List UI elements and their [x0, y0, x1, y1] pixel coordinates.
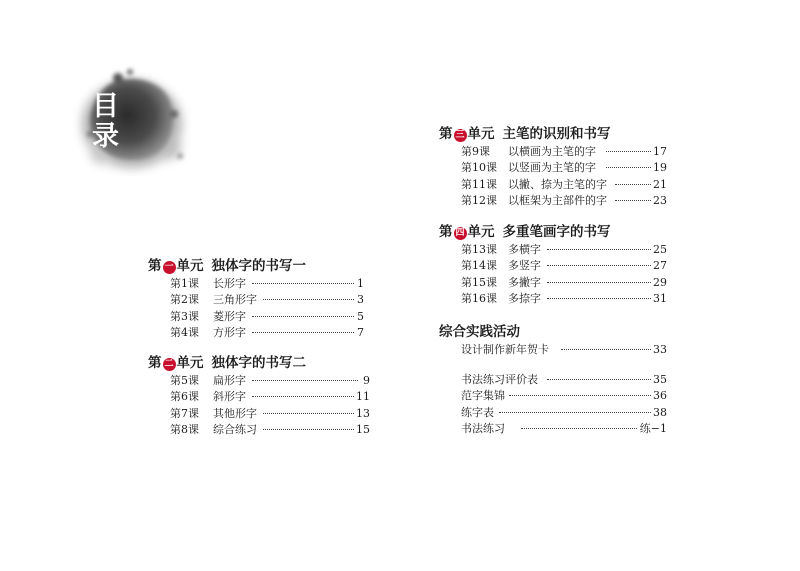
appendix-section — [461, 372, 667, 437]
dot-leader — [252, 396, 354, 397]
unit-title: 独体字的书写一 — [211, 258, 306, 274]
dot-leader — [509, 395, 651, 396]
unit-number-badge: 三 — [455, 130, 465, 140]
unit-title: 多重笔画字的书写 — [502, 224, 611, 240]
lesson-page: 3 — [357, 293, 364, 307]
dot-leader — [263, 299, 354, 300]
appendix-page: 练−1 — [639, 421, 667, 435]
lesson-entry[interactable] — [170, 406, 370, 422]
lesson-page: 17 — [653, 145, 667, 158]
activity-heading: 综合实践活动 — [439, 324, 520, 340]
lesson-entry[interactable] — [461, 242, 667, 258]
lesson-number: 第7课 — [170, 406, 199, 420]
dot-leader — [547, 282, 651, 283]
activity-page: 33 — [653, 343, 667, 356]
lesson-entry[interactable] — [170, 389, 370, 405]
dot-leader — [615, 184, 651, 185]
lesson-number: 第11课 — [461, 177, 497, 191]
lesson-entry[interactable] — [170, 422, 370, 438]
dot-leader — [252, 332, 354, 333]
lesson-entry[interactable] — [170, 276, 364, 292]
lesson-entry[interactable] — [461, 275, 667, 291]
lesson-entry[interactable] — [170, 292, 364, 308]
lesson-page: 13 — [356, 406, 370, 420]
unit-prefix: 第 — [148, 355, 162, 371]
dot-leader — [499, 412, 651, 413]
lesson-name: 斜形字 — [213, 390, 246, 404]
unit-title: 独体字的书写二 — [211, 355, 306, 371]
appendix-entry[interactable] — [461, 372, 667, 388]
lesson-number: 第15课 — [461, 275, 497, 289]
dot-leader — [606, 151, 651, 152]
lesson-page: 23 — [653, 193, 667, 207]
unit-prefix: 第 — [439, 224, 453, 240]
lesson-number: 第5课 — [170, 374, 199, 387]
unit-suffix: 单元 — [176, 355, 204, 371]
dot-leader — [547, 298, 651, 299]
lesson-name: 以竖画为主笔的字 — [508, 161, 596, 175]
lesson-name: 多撇字 — [508, 275, 541, 289]
appendix-name: 练字表 — [461, 405, 494, 419]
lesson-name: 多竖字 — [508, 259, 541, 273]
page-title — [94, 92, 154, 152]
lesson-entry[interactable] — [461, 144, 667, 160]
lesson-entry[interactable] — [461, 193, 667, 209]
lesson-page: 19 — [653, 161, 667, 175]
dot-leader — [606, 167, 651, 168]
lesson-number: 第1课 — [170, 277, 199, 290]
lesson-page: 31 — [653, 291, 667, 305]
lesson-page: 27 — [653, 259, 667, 273]
lesson-number: 第12课 — [461, 193, 497, 207]
dot-leader — [252, 316, 354, 317]
lesson-number: 第14课 — [461, 259, 497, 273]
lesson-name: 多横字 — [508, 243, 541, 256]
lesson-page: 5 — [357, 309, 364, 323]
dot-leader — [547, 265, 651, 266]
lesson-entry[interactable] — [461, 258, 667, 274]
lesson-page: 9 — [363, 374, 370, 387]
lesson-name: 菱形字 — [213, 309, 246, 323]
dot-leader — [561, 349, 651, 350]
unit-prefix: 第 — [148, 258, 162, 274]
unit-title: 主笔的识别和书写 — [502, 126, 611, 142]
activity-name: 设计制作新年贺卡 — [461, 343, 549, 356]
appendix-entry[interactable] — [461, 388, 667, 404]
lesson-entry[interactable] — [170, 325, 364, 341]
lesson-page: 11 — [356, 390, 370, 404]
lesson-name: 以横画为主笔的字 — [508, 145, 596, 158]
unit-heading — [439, 124, 667, 144]
unit-heading — [148, 256, 364, 276]
lesson-entry[interactable] — [461, 177, 667, 193]
lesson-entry[interactable] — [461, 291, 667, 307]
appendix-entry[interactable] — [461, 405, 667, 421]
lesson-number: 第2课 — [170, 293, 199, 307]
lesson-number: 第10课 — [461, 161, 497, 175]
lesson-number: 第6课 — [170, 390, 199, 404]
unit-number-badge: 二 — [164, 359, 174, 369]
unit-heading — [148, 353, 370, 373]
dot-leader — [521, 428, 637, 429]
appendix-name: 书法练习 — [461, 421, 505, 435]
unit-section — [148, 353, 370, 438]
unit-section — [148, 256, 364, 341]
dot-leader — [263, 429, 354, 430]
dot-leader — [615, 200, 651, 201]
unit-suffix: 单元 — [176, 258, 204, 274]
lesson-name: 以框架为主部件的字 — [508, 193, 607, 207]
appendix-page: 38 — [653, 405, 667, 419]
lesson-entry[interactable] — [461, 160, 667, 176]
dot-leader — [252, 380, 358, 381]
lesson-number: 第9课 — [461, 145, 490, 158]
dot-leader — [252, 283, 354, 284]
lesson-entry[interactable] — [170, 373, 370, 389]
lesson-page: 1 — [357, 277, 364, 290]
page-title-text: 目录 — [92, 91, 119, 152]
unit-suffix: 单元 — [467, 126, 495, 142]
lesson-page: 25 — [653, 243, 667, 256]
lesson-number: 第16课 — [461, 291, 497, 305]
unit-number-badge: 一 — [164, 262, 174, 272]
lesson-name: 长形字 — [213, 277, 246, 290]
lesson-name: 多捺字 — [508, 291, 541, 305]
unit-prefix: 第 — [439, 126, 453, 142]
lesson-page: 7 — [357, 325, 364, 339]
dot-leader — [547, 379, 651, 380]
lesson-entry[interactable] — [170, 309, 364, 325]
activity-section — [439, 322, 667, 358]
unit-section — [439, 124, 667, 209]
lesson-name: 以撇、捺为主笔的字 — [508, 177, 607, 191]
lesson-page: 21 — [653, 177, 667, 191]
appendix-name: 范字集锦 — [461, 389, 505, 403]
lesson-number: 第13课 — [461, 243, 497, 256]
lesson-page: 15 — [356, 422, 370, 436]
lesson-number: 第8课 — [170, 422, 199, 436]
lesson-number: 第3课 — [170, 309, 199, 323]
lesson-name: 综合练习 — [213, 422, 257, 436]
lesson-page: 29 — [653, 275, 667, 289]
lesson-name: 其他形字 — [213, 406, 257, 420]
lesson-name: 方形字 — [213, 325, 246, 339]
lesson-name: 扁形字 — [213, 374, 246, 387]
activity-entry[interactable] — [461, 342, 667, 358]
appendix-page: 35 — [653, 373, 667, 386]
dot-leader — [547, 249, 651, 250]
appendix-name: 书法练习评价表 — [461, 373, 538, 386]
unit-section — [439, 222, 667, 307]
lesson-number: 第4课 — [170, 325, 199, 339]
appendix-page: 36 — [653, 389, 667, 403]
unit-number-badge: 四 — [455, 228, 465, 238]
appendix-entry[interactable] — [461, 421, 667, 437]
unit-heading — [439, 222, 667, 242]
lesson-name: 三角形字 — [213, 293, 257, 307]
unit-suffix: 单元 — [467, 224, 495, 240]
dot-leader — [263, 413, 354, 414]
